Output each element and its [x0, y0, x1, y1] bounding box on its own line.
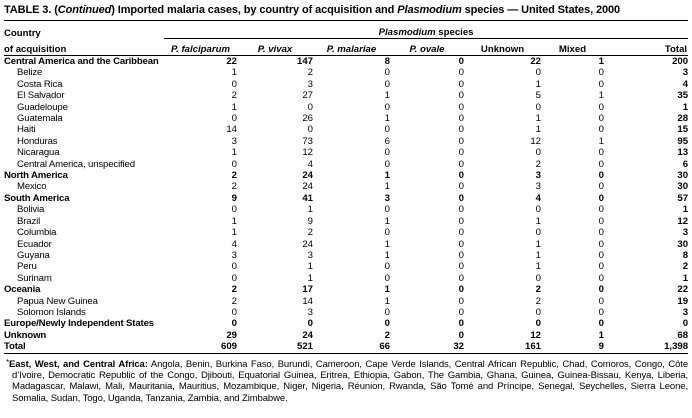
table-row	[4, 181, 688, 192]
row-value: 0	[384, 158, 390, 170]
table-row	[4, 284, 688, 295]
footnote-text: Angola, Benin, Burkina Faso, Burundi, Cameroon, Cape Verde Islands, Central African Republic, Chad, Comoros, Congo, Côte d’Ivoire, Democratic Republic of the Congo, Djibouti, Equatorial Guinea, Eritrea, Ethiopia, Gabon, The Gambia, Ghana, Guinea, Guinea-Bissau, Kenya, Liberia, Madagascar, Malawi, Mali, Mauritania, Mauritius, Mozambique, Niger, Nigeria, Réunion, Rwanda, São Tomé and Príncipe, Senegal, Seychelles, Sierra Leone, Somalia, Sudan, Togo, Uganda, Tanzania, Zambia, and Zimbabwe.	[12, 358, 689, 404]
row-value: 1	[384, 90, 390, 102]
row-value: 1	[384, 113, 390, 125]
spanner-row	[4, 21, 688, 39]
table-row	[4, 159, 688, 170]
footnote-marker: *	[6, 357, 10, 367]
row-label: South America	[4, 192, 70, 204]
row-value: 0	[458, 284, 464, 296]
row-value: 521	[296, 341, 313, 353]
row-value: 22	[677, 284, 689, 296]
table-row	[4, 147, 688, 158]
row-value: 1	[384, 181, 390, 193]
row-value: 0	[384, 78, 390, 90]
row-value: 17	[302, 284, 313, 296]
row-label: Mexico	[17, 181, 47, 193]
table-row	[4, 239, 688, 250]
row-value: 0	[598, 295, 604, 307]
row-value: 1	[682, 204, 689, 216]
row-value: 30	[677, 170, 689, 182]
row-value: 0	[458, 124, 464, 136]
row-value: 2	[231, 181, 237, 193]
row-label: Europe/Newly Independent States	[4, 318, 154, 330]
table-title	[4, 3, 688, 17]
row-value: 0	[458, 113, 464, 125]
row-value: 1	[384, 215, 390, 227]
row-value: 0	[384, 147, 390, 159]
row-value: 2	[682, 261, 689, 273]
row-value: 1	[231, 67, 237, 79]
row-value: 0	[458, 56, 464, 67]
row-value: 0	[458, 215, 464, 227]
row-value: 2	[307, 67, 313, 79]
row-value: 0	[535, 227, 541, 239]
row-value: 22	[530, 56, 541, 67]
row-value: 95	[677, 135, 689, 147]
row-value: 0	[458, 249, 464, 261]
row-value: 0	[307, 101, 313, 113]
row-value: 12	[530, 135, 541, 147]
row-value: 2	[384, 329, 390, 341]
row-value: 4	[682, 78, 689, 90]
row-value: 2	[535, 295, 541, 307]
row-value: 0	[384, 261, 390, 273]
table-body	[4, 56, 688, 354]
row-value: 1	[535, 124, 541, 136]
row-value: 0	[598, 170, 604, 182]
row-value: 24	[302, 238, 313, 250]
row-label: North America	[4, 170, 68, 182]
row-value: 1	[384, 249, 390, 261]
row-value: 0	[458, 329, 464, 341]
row-label: Guadeloupe	[17, 101, 68, 113]
row-value: 2	[535, 158, 541, 170]
row-label: Unknown	[4, 329, 47, 341]
country-header-line1: Country	[4, 27, 41, 39]
row-value: 0	[535, 147, 541, 159]
table-row	[4, 318, 688, 329]
row-value: 0	[598, 227, 604, 239]
row-value: 0	[458, 261, 464, 273]
table-row	[4, 273, 688, 284]
table-row	[4, 67, 688, 78]
row-value: 1,398	[664, 341, 689, 353]
row-label: Guatemala	[17, 113, 63, 125]
row-value: 1	[384, 284, 390, 296]
row-value: 1	[535, 113, 541, 125]
row-value: 200	[672, 56, 689, 67]
row-label: Guyana	[17, 249, 50, 261]
row-value: 0	[598, 272, 604, 284]
row-value: 6	[682, 158, 689, 170]
title-part3: species — United States, 2000	[461, 4, 621, 16]
row-label: Ecuador	[17, 238, 52, 250]
country-header-line2: of acquisition	[4, 39, 164, 56]
row-value: 9	[231, 192, 237, 204]
row-value: 8	[682, 249, 689, 261]
malaria-cases-table	[4, 20, 688, 354]
row-value: 1	[535, 238, 541, 250]
row-value: 0	[458, 101, 464, 113]
table-row	[4, 136, 688, 147]
row-label: Oceania	[4, 284, 41, 296]
row-value: 1	[231, 227, 237, 239]
row-label: Total	[4, 341, 26, 353]
table-row	[4, 296, 688, 307]
row-value: 0	[598, 204, 604, 216]
row-value: 1	[384, 238, 390, 250]
row-value: 0	[458, 295, 464, 307]
row-label: Papua New Guinea	[17, 295, 98, 307]
row-value: 0	[598, 318, 604, 330]
row-value: 0	[231, 272, 237, 284]
row-value: 0	[384, 318, 390, 330]
row-value: 22	[226, 56, 237, 67]
row-value: 24	[302, 170, 313, 182]
row-value: 0	[598, 113, 604, 125]
row-value: 0	[307, 318, 313, 330]
row-label: Solomon Islands	[17, 306, 86, 318]
footnote-lead: East, West, and Central Africa:	[9, 358, 148, 370]
row-value: 57	[677, 192, 689, 204]
column-header: P. malariae	[313, 39, 390, 56]
row-value: 0	[598, 158, 604, 170]
row-value: 1	[535, 215, 541, 227]
row-value: 14	[302, 295, 313, 307]
row-value: 68	[677, 329, 689, 341]
row-value: 3	[535, 181, 541, 193]
row-label: Brazil	[17, 215, 41, 227]
row-value: 3	[307, 306, 313, 318]
row-value: 1	[307, 261, 313, 273]
column-header: P. ovale	[390, 39, 464, 56]
row-value: 0	[384, 306, 390, 318]
row-value: 4	[535, 192, 541, 204]
row-value: 12	[677, 215, 689, 227]
row-value: 12	[530, 329, 541, 341]
row-value: 0	[458, 306, 464, 318]
row-value: 3	[307, 78, 313, 90]
row-value: 2	[535, 284, 541, 296]
row-value: 3	[682, 306, 689, 318]
row-value: 14	[226, 124, 237, 136]
row-value: 0	[458, 67, 464, 79]
table-row	[4, 102, 688, 113]
row-value: 0	[535, 318, 541, 330]
row-label: El Salvador	[17, 90, 65, 102]
row-value: 0	[231, 318, 237, 330]
row-label: Belize	[17, 67, 43, 79]
row-value: 1	[307, 204, 313, 216]
table-row	[4, 204, 688, 215]
row-value: 3	[535, 170, 541, 182]
row-value: 3	[231, 249, 237, 261]
row-value: 1	[682, 101, 689, 113]
row-value: 19	[677, 295, 689, 307]
row-label: Costa Rica	[17, 78, 63, 90]
row-value: 3	[307, 249, 313, 261]
table-row	[4, 170, 688, 181]
plasmodium-species-spanner	[164, 21, 688, 39]
row-value: 0	[598, 261, 604, 273]
row-value: 0	[458, 227, 464, 239]
row-value: 2	[231, 170, 237, 182]
row-value: 609	[220, 341, 237, 353]
row-value: 29	[226, 329, 237, 341]
row-value: 0	[458, 147, 464, 159]
row-value: 0	[231, 158, 237, 170]
table-row	[4, 261, 688, 272]
row-value: 5	[535, 90, 541, 102]
column-header: P. vivax	[237, 39, 313, 56]
row-value: 0	[598, 215, 604, 227]
column-header: Mixed	[541, 39, 604, 56]
row-value: 1	[682, 272, 689, 284]
row-value: 32	[453, 341, 464, 353]
row-value: 1	[598, 329, 604, 341]
column-header: Unknown	[464, 39, 541, 56]
row-value: 0	[598, 67, 604, 79]
row-value: 15	[677, 124, 689, 136]
row-value: 66	[379, 341, 390, 353]
row-label: Columbia	[17, 227, 57, 239]
row-value: 1	[535, 249, 541, 261]
row-value: 0	[458, 181, 464, 193]
row-value: 0	[307, 124, 313, 136]
row-value: 3	[682, 67, 689, 79]
row-value: 0	[231, 113, 237, 125]
row-value: 0	[535, 101, 541, 113]
row-value: 0	[384, 204, 390, 216]
row-value: 1	[535, 78, 541, 90]
row-value: 8	[384, 56, 390, 67]
row-value: 2	[231, 284, 237, 296]
row-value: 147	[296, 56, 313, 67]
row-value: 161	[524, 341, 541, 353]
row-value: 0	[458, 318, 464, 330]
row-value: 0	[535, 204, 541, 216]
row-value: 0	[458, 170, 464, 182]
table-row	[4, 124, 688, 135]
row-value: 0	[535, 67, 541, 79]
row-value: 0	[231, 261, 237, 273]
title-part2: ) Imported malaria cases, by country of acquisition and	[111, 4, 398, 16]
row-value: 1	[598, 56, 604, 67]
row-value: 73	[302, 135, 313, 147]
row-value: 1	[384, 170, 390, 182]
column-header: P. falciparum	[164, 39, 237, 56]
row-label: Central America and the Caribbean	[4, 56, 159, 67]
row-value: 0	[458, 238, 464, 250]
row-value: 1	[307, 272, 313, 284]
table-row	[4, 227, 688, 238]
row-label: Peru	[17, 261, 37, 273]
spanner-italic: Plasmodium	[378, 27, 436, 38]
row-value: 0	[598, 101, 604, 113]
row-value: 12	[302, 147, 313, 159]
row-value: 1	[598, 135, 604, 147]
row-value: 0	[682, 318, 689, 330]
row-value: 2	[231, 295, 237, 307]
title-part1: TABLE 3. (	[4, 4, 58, 16]
row-value: 1	[535, 261, 541, 273]
row-value: 1	[598, 90, 604, 102]
row-value: 0	[598, 124, 604, 136]
row-value: 0	[458, 272, 464, 284]
row-value: 27	[302, 90, 313, 102]
footnote	[4, 357, 688, 405]
row-value: 0	[384, 101, 390, 113]
row-value: 0	[384, 124, 390, 136]
table-row	[4, 250, 688, 261]
table-row	[4, 56, 688, 68]
row-value: 0	[384, 227, 390, 239]
row-value: 0	[458, 90, 464, 102]
spanner-rest: species	[435, 27, 474, 38]
row-value: 1	[231, 147, 237, 159]
row-label: Honduras	[17, 135, 58, 147]
title-continued: Continued	[57, 4, 112, 16]
column-header: Total	[604, 39, 688, 56]
row-value: 4	[231, 238, 237, 250]
row-value: 3	[231, 135, 237, 147]
row-value: 0	[231, 78, 237, 90]
row-value: 0	[458, 158, 464, 170]
row-value: 24	[302, 181, 313, 193]
row-value: 0	[598, 306, 604, 318]
row-value: 2	[307, 227, 313, 239]
row-label: Bolivia	[17, 204, 45, 216]
table-row	[4, 341, 688, 353]
row-value: 0	[535, 306, 541, 318]
title-plasmodium: Plasmodium	[397, 4, 462, 16]
table-row	[4, 330, 688, 341]
row-value: 28	[677, 113, 689, 125]
table-row	[4, 307, 688, 318]
table-row	[4, 216, 688, 227]
row-value: 9	[598, 341, 604, 353]
row-value: 30	[677, 238, 689, 250]
table-row	[4, 113, 688, 124]
row-value: 24	[302, 329, 313, 341]
row-value: 0	[231, 204, 237, 216]
table-header	[4, 21, 688, 56]
row-value: 2	[231, 90, 237, 102]
table-row	[4, 90, 688, 101]
row-value: 0	[598, 238, 604, 250]
row-value: 3	[384, 192, 390, 204]
row-value: 26	[302, 113, 313, 125]
row-value: 0	[598, 147, 604, 159]
row-value: 0	[458, 78, 464, 90]
row-value: 3	[682, 227, 689, 239]
row-value: 0	[598, 284, 604, 296]
row-value: 30	[677, 181, 689, 193]
table-row	[4, 79, 688, 90]
row-value: 0	[598, 78, 604, 90]
row-value: 9	[307, 215, 313, 227]
row-value: 0	[458, 135, 464, 147]
row-value: 4	[307, 158, 313, 170]
row-value: 0	[384, 67, 390, 79]
row-value: 35	[677, 90, 689, 102]
row-value: 1	[231, 215, 237, 227]
table-row	[4, 193, 688, 204]
row-value: 0	[458, 192, 464, 204]
column-header-row	[4, 39, 688, 56]
row-label: Surinam	[17, 272, 52, 284]
row-value: 0	[598, 249, 604, 261]
row-value: 13	[677, 147, 689, 159]
row-value: 41	[302, 192, 313, 204]
row-label: Central America, unspecified	[17, 158, 135, 170]
row-label: Nicaragua	[17, 147, 60, 159]
row-value: 6	[384, 135, 390, 147]
row-value: 0	[535, 272, 541, 284]
row-value: 0	[231, 306, 237, 318]
row-value: 1	[231, 101, 237, 113]
row-label: Haiti	[17, 124, 36, 136]
row-value: 0	[598, 181, 604, 193]
row-value: 1	[384, 295, 390, 307]
row-value: 0	[598, 192, 604, 204]
row-value: 0	[458, 204, 464, 216]
row-value: 0	[384, 272, 390, 284]
